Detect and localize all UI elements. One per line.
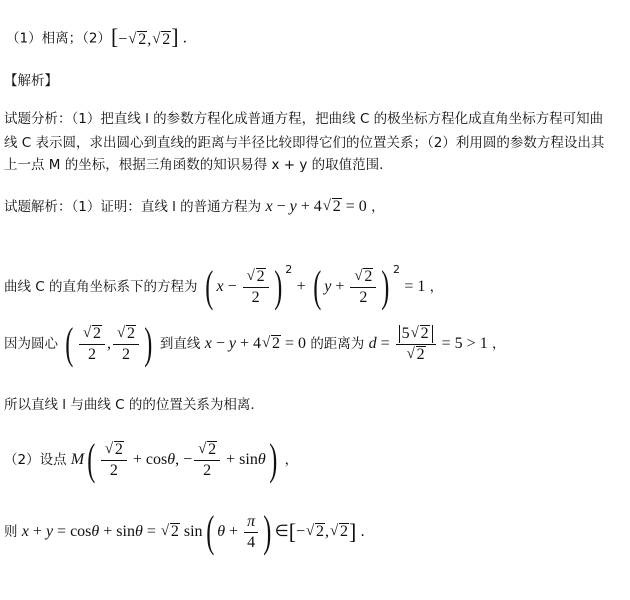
answer-line xyxy=(6,24,187,49)
analysis-line-1: 试题分析：（1）把直线 l 的参数方程化成普通方程，把曲线 C 的极坐标方程化成直角坐标方程可知曲 xyxy=(4,111,604,127)
solution-step-4: 所以直线 l 与曲线 C 的的位置关系为相离. xyxy=(4,397,255,413)
step2-suffix: ， xyxy=(429,279,444,295)
solution-step-6 xyxy=(4,507,365,556)
step1-suffix: ， xyxy=(371,199,385,215)
step5-prefix: （2）设点 xyxy=(4,452,67,468)
analysis-line-3: 上一点 M 的坐标，根据三角函数的知识易得 x + y 的取值范围. xyxy=(4,157,384,173)
step1-equation: x xyxy=(265,198,273,215)
step3-prefix: 因为圆心 xyxy=(4,336,58,352)
step3-suffix: ， xyxy=(491,336,506,352)
step1-prefix: 试题解析：（1）证明：直线 l 的普通方程为 xyxy=(4,199,262,215)
analysis-line-2: 线 C 表示圆，求出圆心到直线的距离与半径比较即得它们的位置关系；（2）利用圆的参数方程设出其 xyxy=(4,135,605,151)
step3-line: x − y + 4√ 2 = 0 xyxy=(205,336,306,352)
step6-equation: x + y = cosθ + sinθ = √ 2 sin( θ + $\frac{\pi}{4}$ ) ∈[−√ 2,√ 2] xyxy=(22,524,357,540)
step6-suffix: . xyxy=(360,523,365,540)
answer-interval: [−√ 2,√ 2] xyxy=(111,24,179,49)
step5-point: M( √ $\frac{2}{2}$ + cosθ, − √ $\frac{2}{2}$ + sinθ) xyxy=(71,452,280,468)
step6-prefix: 则 xyxy=(4,524,18,540)
solution-step-3 xyxy=(4,319,506,368)
section-heading: 【解析】 xyxy=(4,73,58,89)
step3-mid2: 的距离为 xyxy=(310,336,365,352)
solution-step-5 xyxy=(4,435,299,484)
step5-suffix: ， xyxy=(284,452,299,468)
solution-step-1: 试题解析：（1）证明：直线 l 的普通方程为 x − y + 4√ 2 = 0 ， xyxy=(4,198,385,216)
solution-step-2 xyxy=(4,248,443,309)
step2-prefix: 曲线 C 的直角坐标系下的方程为 xyxy=(4,279,198,295)
answer-part1: （1）相离；（2） xyxy=(6,30,111,47)
step3-center: ( √ $\frac{2}{2}$ , √ $\frac{2}{2}$ ) xyxy=(62,336,155,352)
answer-end: . xyxy=(182,29,187,47)
step3-mid: 到直线 xyxy=(159,336,201,352)
step3-distance: d = 5√ 2 √ 2 = 5 > 1 xyxy=(369,336,488,352)
step2-equation: ( x − √ $\frac{2}{2}$ ) $^2$ + ( y + √ $\frac{2}{2}$ ) $^2$ = 1 xyxy=(202,279,430,295)
